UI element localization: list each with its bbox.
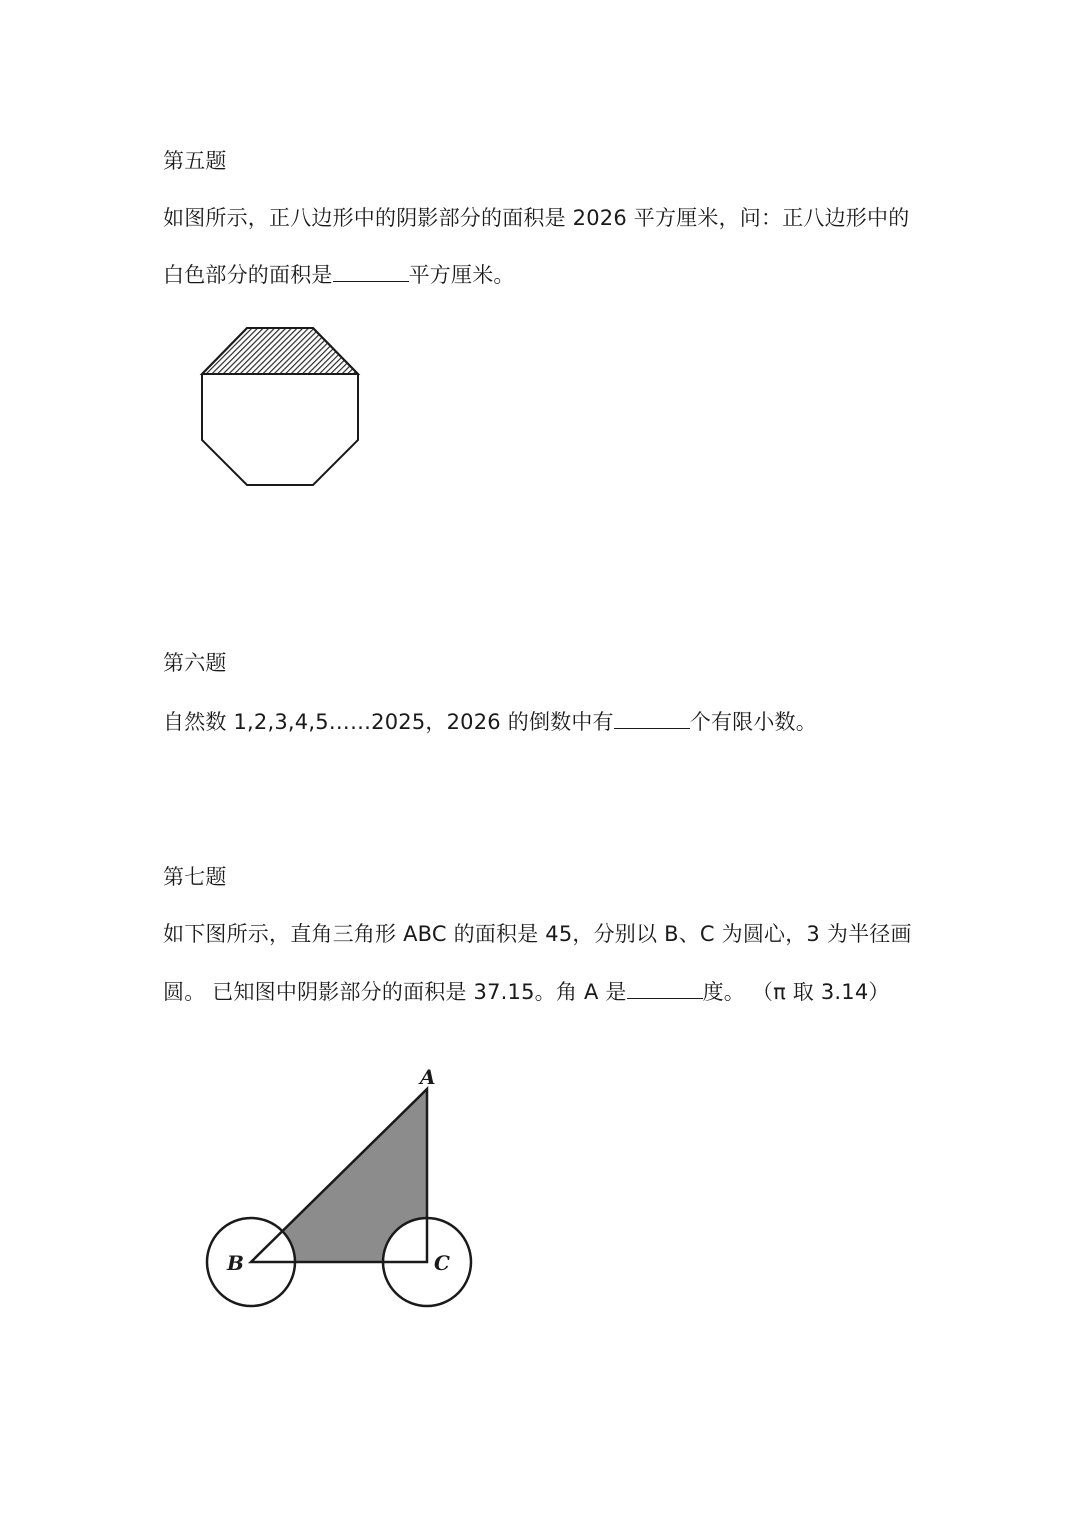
- q7-text-line2-before: 圆。 已知图中阴影部分的面积是 37.15。角 A 是: [163, 980, 627, 1004]
- q6-answer-blank[interactable]: [614, 706, 690, 729]
- label-b: B: [227, 1251, 244, 1275]
- q6-heading: 第六题: [163, 651, 227, 675]
- q7-heading: 第七题: [163, 865, 227, 889]
- q6-text-line1: [163, 706, 817, 737]
- q6-text-after: 个有限小数。: [689, 710, 817, 734]
- octagon-figure: [195, 322, 365, 492]
- q7-answer-blank[interactable]: [627, 976, 703, 999]
- q5-text-line1: 如图所示，正八边形中的阴影部分的面积是 2026 平方厘米，问：正八边形中的: [163, 206, 910, 230]
- q5-text-line2-after: 平方厘米。: [408, 263, 515, 287]
- q7-text-line1: 如下图所示，直角三角形 ABC 的面积是 45，分别以 B、C 为圆心，3 为半径画: [163, 922, 912, 946]
- label-a: A: [420, 1065, 436, 1089]
- q5-text-line2-before: 白色部分的面积是: [163, 263, 333, 287]
- q6-text-before: 自然数 1,2,3,4,5……2025，2026 的倒数中有: [163, 710, 614, 734]
- label-c: C: [434, 1251, 450, 1275]
- q5-text-line2: [163, 259, 515, 290]
- triangle-circles-figure: [195, 1060, 485, 1320]
- q7-text-line2: [163, 976, 890, 1007]
- q5-answer-blank[interactable]: [333, 259, 409, 282]
- q5-heading: 第五题: [163, 149, 227, 173]
- q7-text-line2-after: 度。 （π 取 3.14）: [702, 980, 890, 1004]
